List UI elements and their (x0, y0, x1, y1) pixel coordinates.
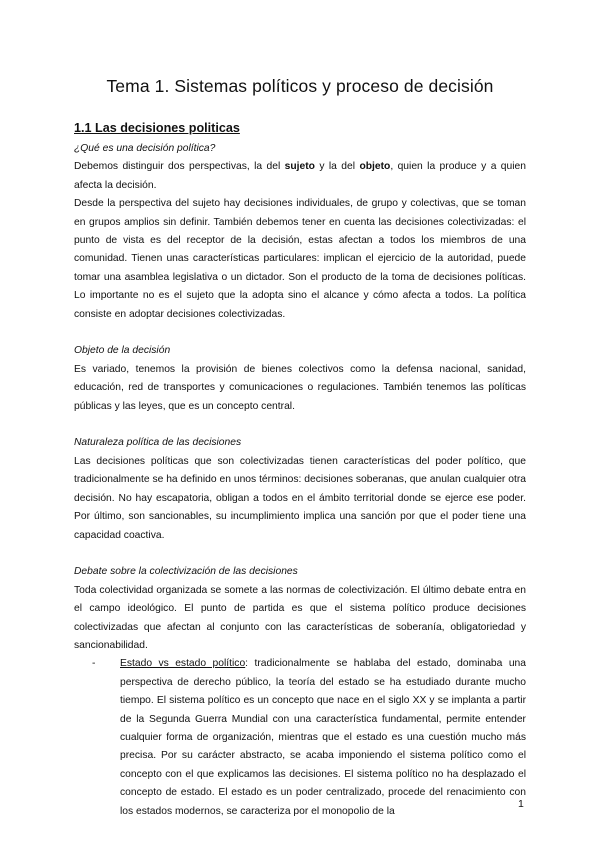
paragraph: Es variado, tenemos la provisión de bienes colectivos como la defensa nacional, sanidad, educación, red de transportes y comunicaciones o regulaciones. También tenemos las políticas públicas y las leyes, que es un concepto central. (74, 363, 526, 412)
paragraph: Desde la perspectiva del sujeto hay decisiones individuales, de grupo y colectivas, que se toman en grupos amplios sin definir. También debemos tener en cuenta las decisiones colectivizadas: el punto de vista es del receptor de la decisión, estas afectan a todos los miembros de una comunidad. Tienen unas características particulares: implican el ejercicio de la autoridad, puede tomar una asamblea legislativa o un dictador. Son el producto de la toma de decisiones políticas. Lo importante no es el sujeto que la adopta sino el alcance y cómo afecta a todos. La política consiste en adoptar decisiones colectivizadas. (74, 198, 526, 320)
list-item (74, 655, 526, 821)
section-heading: 1.1 Las decisiones politicas (74, 121, 240, 135)
subsection-heading: Naturaleza política de las decisiones (74, 437, 242, 449)
bullet-list (74, 655, 526, 821)
bold-term: objeto (359, 161, 391, 173)
paragraph: Las decisiones políticas que son colectivizadas tienen características del poder político, que tradicionalmente se ha definido en unos términos: decisiones soberanas, que anulan cualquier otra decisión. No hay escapatoria, obligan a todos en el ámbito territorial donde se ejerce ese poder. Por último, son sancionables, su incumplimiento implica una sanción por que el poder tiene una capacidad coactiva. (74, 455, 526, 541)
document-body (74, 118, 526, 821)
list-term: Estado vs estado político (120, 658, 246, 670)
page-title: Tema 1. Sistemas políticos y proceso de decisión (106, 76, 494, 96)
subsection-heading: ¿Qué es una decisión política? (74, 143, 216, 154)
subsection-heading: Debate sobre la colectivización de las decisiones (74, 566, 298, 578)
subsection-heading: Objeto de la decisión (74, 345, 171, 357)
list-dash: - (92, 658, 96, 670)
paragraph: Debemos distinguir dos perspectivas, la del sujeto y la del objeto, quien la produce y a quien afecta la decisión. (74, 161, 527, 191)
page-number: 1 (518, 798, 524, 810)
list-text: : tradicionalmente se hablaba del estado, dominaba una perspectiva de derecho público, la teoría del estado se ha estudiado durante mucho tiempo. El sistema político es un concepto que nace en el siglo XX y se implanta a partir de la Segunda Guerra Mundial con una característica fundamental, permite entender cualquier forma de organización, mientras que el estado es una cuestión mucho más precisa. Por su carácter abstracto, se acaba imponiendo el sistema político como el concepto con el que explicamos las decisiones. El sistema político no ha desplazado el concepto de estado. El estado es un poder centralizado, procede del renacimiento con los estados modernos, se caracteriza por el monopolio de la (120, 658, 526, 817)
paragraph: Toda colectividad organizada se somete a las normas de colectivización. El último debate entra en el campo ideológico. El punto de partida es que el sistema político produce decisiones colectivizadas que afectan al conjunto con las características de soberanía, obligatoriedad y sancionabilidad. (74, 584, 526, 651)
bold-term: sujeto (284, 161, 315, 173)
